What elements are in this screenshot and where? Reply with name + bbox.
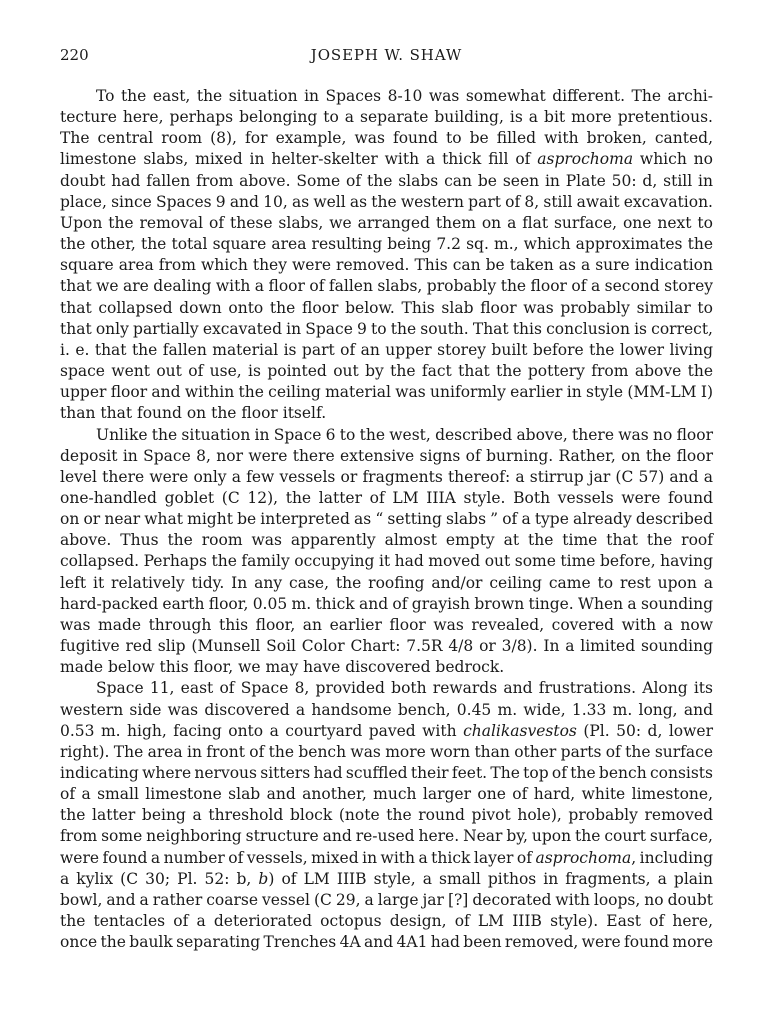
text-line: from some neighboring structure and re-used here. Near by, upon the court surface,: [60, 827, 713, 846]
text-line: made below this floor, we may have discovered bedrock.: [60, 658, 505, 677]
text-line: once the baulk separating Trenches 4A and 4A1 had been removed, were found more: [60, 933, 713, 952]
text-line: Upon the removal of these slabs, we arranged them on a flat surface, one next to: [60, 213, 713, 232]
text-line: that only partially excavated in Space 9 to the south. That this conclusion is correct,: [60, 319, 713, 338]
text-line: square area from which they were removed. This can be taken as a sure indication: [60, 256, 713, 275]
text-line: was made through this floor, an earlier floor was revealed, covered with a now: [60, 615, 713, 634]
text-line: one-handled goblet (C 12), the latter of LM IIIA style. Both vessels were found: [60, 488, 713, 507]
paragraph: [60, 678, 713, 953]
text-line: of a small limestone slab and another, much larger one of hard, white limestone,: [60, 785, 713, 804]
paragraph: [60, 86, 713, 425]
text-line: upper floor and within the ceiling material was uniformly earlier in style (MM-LM I): [60, 383, 713, 402]
text-line: right). The area in front of the bench was more worn than other parts of the surface: [60, 742, 713, 761]
page-header: [60, 46, 713, 68]
text-line: were found a number of vessels, mixed in with a thick layer of asprochoma, including: [60, 848, 713, 867]
text-line: western side was discovered a handsome bench, 0.45 m. wide, 1.33 m. long, and: [60, 700, 713, 719]
text-line: limestone slabs, mixed in helter-skelter with a thick fill of asprochoma which no: [60, 150, 713, 169]
text-line: The central room (8), for example, was found to be filled with broken, canted,: [60, 129, 713, 148]
body-text: [60, 86, 713, 953]
text-line: Space 11, east of Space 8, provided both rewards and frustrations. Along its: [96, 679, 713, 698]
paragraph: [60, 425, 713, 679]
text-line: the other, the total square area resulting being 7.2 sq. m., which approximates the: [60, 235, 713, 254]
text-line: 0.53 m. high, facing onto a courtyard paved with chalikasvestos (Pl. 50: d, lower: [60, 721, 713, 740]
text-line: i. e. that the fallen material is part of an upper storey built before the lower living: [60, 340, 713, 359]
text-line: a kylix (C 30; Pl. 52: b, b) of LM IIIB style, a small pithos in fragments, a plain: [60, 869, 713, 888]
text-line: than that found on the floor itself.: [60, 404, 327, 423]
text-line: that we are dealing with a floor of fallen slabs, probably the floor of a second storey: [60, 277, 713, 296]
text-line: fugitive red slip (Munsell Soil Color Chart: 7.5R 4/8 or 3/8). In a limited sounding: [60, 637, 713, 656]
text-line: on or near what might be interpreted as “ setting slabs ” of a type already described: [60, 510, 713, 529]
text-line: space went out of use, is pointed out by the fact that the pottery from above the: [60, 362, 713, 381]
text-line: tecture here, perhaps belonging to a separate building, is a bit more pretentious.: [60, 108, 713, 127]
text-line: the tentacles of a deteriorated octopus design, of LM IIIB style). East of here,: [60, 912, 713, 931]
text-line: doubt had fallen from above. Some of the slabs can be seen in Plate 50: d, still in: [60, 171, 713, 190]
text-line: that collapsed down onto the floor below. This slab floor was probably similar to: [60, 298, 713, 317]
text-line: indicating where nervous sitters had scuffled their feet. The top of the bench consists: [60, 764, 713, 782]
running-head: JOSEPH W. SHAW: [310, 46, 463, 64]
text-line: collapsed. Perhaps the family occupying it had moved out some time before, having: [60, 552, 713, 571]
text-line: left it relatively tidy. In any case, the roofing and/or ceiling came to rest upon a: [60, 573, 713, 592]
page-number: 220: [60, 46, 89, 64]
text-line: hard-packed earth floor, 0.05 m. thick and of grayish brown tinge. When a sounding: [60, 594, 713, 613]
text-line: To the east, the situation in Spaces 8-10 was somewhat different. The archi-: [96, 87, 713, 105]
text-line: level there were only a few vessels or fragments thereof: a stirrup jar (C 57) and a: [60, 467, 713, 486]
text-line: above. Thus the room was apparently almost empty at the time that the roof: [60, 531, 713, 550]
text-line: place, since Spaces 9 and 10, as well as the western part of 8, still await excavation.: [60, 192, 713, 211]
text-line: Unlike the situation in Space 6 to the west, described above, there was no floor: [96, 425, 713, 444]
text-line: deposit in Space 8, nor were there extensive signs of burning. Rather, on the floor: [60, 446, 713, 465]
text-line: bowl, and a rather coarse vessel (C 29, a large jar [?] decorated with loops, no doubt: [60, 890, 713, 909]
text-line: the latter being a threshold block (note the round pivot hole), probably removed: [60, 806, 713, 825]
